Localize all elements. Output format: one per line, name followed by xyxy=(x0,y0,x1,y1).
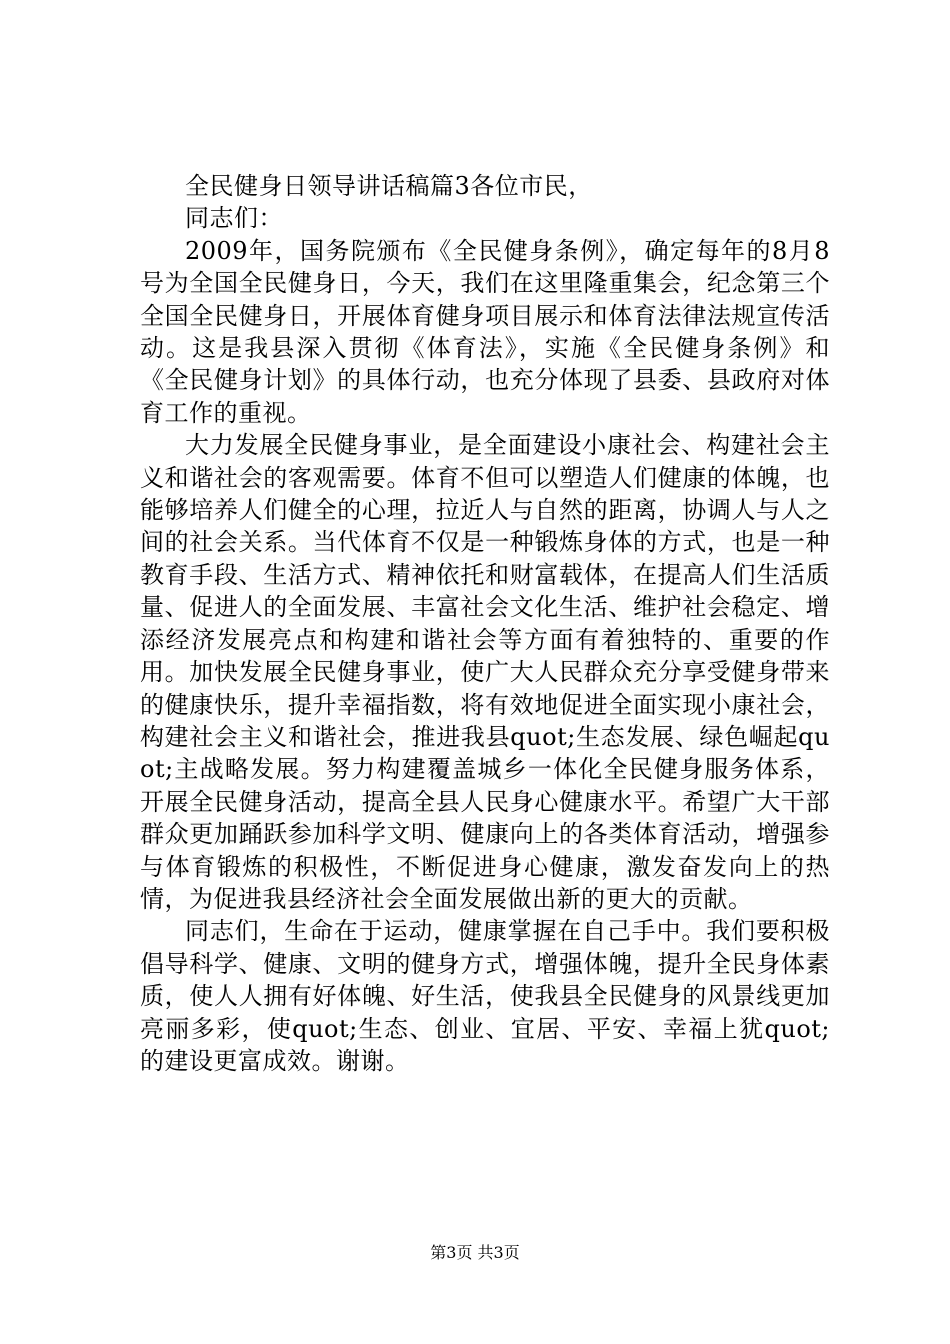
paragraph-2: 大力发展全民健身事业，是全面建设小康社会、构建社会主义和谐社会的客观需要。体育不但可以塑造人们健康的体魄，也能够培养人们健全的心理，拉近人与自然的距离，协调人与人之间的社会关系。当代体育不仅是一种锻炼身体的方式，也是一种教育手段、生活方式、精神依托和财富载体，在提高人们生活质量、促进人的全面发展、丰富社会文化生活、维护社会稳定、增添经济发展亮点和构建和谐社会等方面有着独特的、重要的作用。加快发展全民健身事业，使广大人民群众充分享受健身带来的健康快乐，提升幸福指数，将有效地促进全面实现小康社会，构建社会主义和谐社会，推进我县quot;生态发展、绿色崛起quot;主战略发展。努力构建覆盖城乡一体化全民健身服务体系，开展全民健身活动，提高全县人民身心健康水平。希望广大干部群众更加踊跃参加科学文明、健康向上的各类体育活动，增强参与体育锻炼的积极性，不断促进身心健康，激发奋发向上的热情，为促进我县经济社会全面发展做出新的更大的贡献。 xyxy=(140,431,830,913)
paragraph-salutation: 同志们： xyxy=(185,204,283,233)
page-footer: 第3页 共3页 xyxy=(430,1243,520,1262)
document-body xyxy=(140,170,830,1077)
paragraph-3: 同志们，生命在于运动，健康掌握在自己手中。我们要积极倡导科学、健康、文明的健身方式，增强体魄，提升全民身体素质，使人人拥有好体魄、好生活，使我县全民健身的风景线更加亮丽多彩，使quot;生态、创业、宜居、平安、幸福上犹quot;的建设更富成效。谢谢。 xyxy=(140,917,830,1075)
paragraph-heading-line: 全民健身日领导讲话稿篇3各位市民， xyxy=(185,172,593,200)
paragraph-1: 2009年，国务院颁布《全民健身条例》，确定每年的8月8号为全国全民健身日，今天，我们在这里隆重集会，纪念第三个全国全民健身日，开展体育健身项目展示和体育法律法规宣传活动。这是我县深入贯彻《体育法》，实施《全民健身条例》和《全民健身计划》的具体行动，也充分体现了县委、县政府对体育工作的重视。 xyxy=(140,236,830,427)
